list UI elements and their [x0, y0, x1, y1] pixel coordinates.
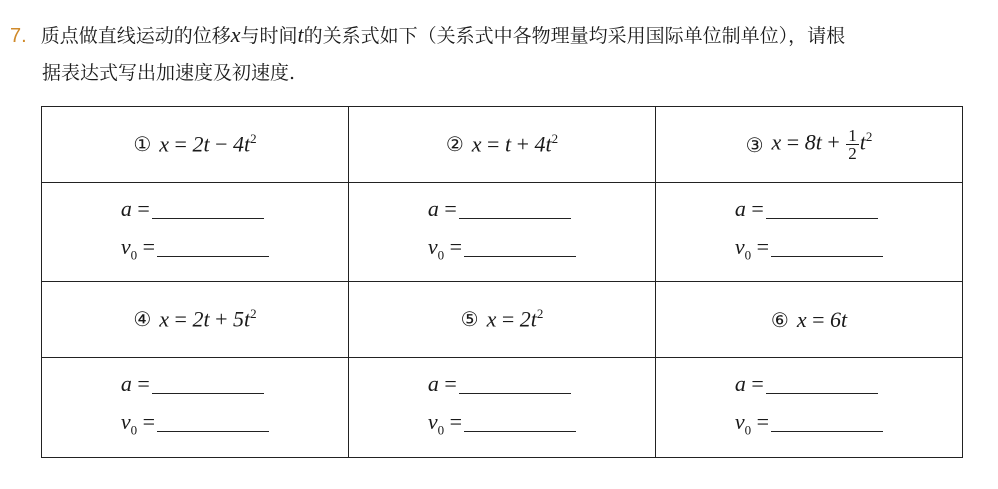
answer-cell-5	[349, 358, 656, 458]
fill-blank[interactable]	[766, 217, 878, 219]
question-line-1	[10, 22, 845, 49]
question-number: 7.	[10, 25, 27, 47]
acceleration-blank: a =	[735, 365, 883, 403]
fill-blank[interactable]	[152, 392, 264, 394]
answer-cell-1	[42, 183, 349, 282]
question-text-3: 的关系式如下（关系式中各物理量均采用国际单位制单位），请根	[303, 25, 846, 47]
fill-blank[interactable]	[157, 430, 269, 432]
table-row	[42, 358, 963, 458]
var-x: x	[230, 22, 241, 47]
question-line-2: 据表达式写出加速度及初速度.	[42, 62, 296, 84]
acceleration-blank: a =	[121, 365, 269, 403]
formula-marker: ①	[133, 132, 152, 157]
fill-blank[interactable]	[464, 255, 576, 257]
question-text-2: 与时间	[240, 25, 298, 47]
answer-table	[41, 106, 963, 458]
answer-cell-3	[656, 183, 963, 282]
answer-cell-2	[349, 183, 656, 282]
initial-velocity-blank: $v_0$ =	[121, 403, 269, 449]
table-row	[42, 183, 963, 282]
formula-cell-5: ⑤ $x = 2t^2$	[349, 282, 656, 358]
formula-marker: ④	[133, 307, 152, 332]
table-row	[42, 107, 963, 183]
acceleration-blank: a =	[428, 365, 576, 403]
question-text-1: 质点做直线运动的位移	[40, 25, 231, 47]
acceleration-blank: a =	[121, 190, 269, 228]
initial-velocity-blank: $v_0$ =	[735, 403, 883, 449]
fill-blank[interactable]	[771, 430, 883, 432]
initial-velocity-blank: $v_0$ =	[121, 228, 269, 274]
formula-marker: ③	[745, 132, 764, 157]
formula-cell-1: ① $x = 2t - 4t^2$	[42, 107, 349, 183]
formula-marker: ②	[445, 132, 464, 157]
initial-velocity-blank: $v_0$ =	[735, 228, 883, 274]
fill-blank[interactable]	[459, 217, 571, 219]
formula-marker: ⑥	[770, 307, 789, 332]
acceleration-blank: a =	[428, 190, 576, 228]
acceleration-blank: a =	[735, 190, 883, 228]
formula-cell-6: ⑥ x = 6t	[656, 282, 963, 358]
initial-velocity-blank: $v_0$ =	[428, 228, 576, 274]
fill-blank[interactable]	[771, 255, 883, 257]
formula-cell-3: ③ x = 8t + $\frac{1}{2}$ $t^2$	[656, 107, 963, 183]
formula-cell-4: ④ $x = 2t + 5t^2$	[42, 282, 349, 358]
formula-marker: ⑤	[460, 307, 479, 332]
fill-blank[interactable]	[766, 392, 878, 394]
var-t: t	[297, 22, 304, 47]
table-row	[42, 282, 963, 358]
initial-velocity-blank: $v_0$ =	[428, 403, 576, 449]
answer-cell-6	[656, 358, 963, 458]
fill-blank[interactable]	[152, 217, 264, 219]
fill-blank[interactable]	[464, 430, 576, 432]
answer-cell-4	[42, 358, 349, 458]
fill-blank[interactable]	[157, 255, 269, 257]
fill-blank[interactable]	[459, 392, 571, 394]
formula-cell-2: ② $x = t + 4t^2$	[349, 107, 656, 183]
fraction: $\frac{1}{2}$	[848, 126, 857, 163]
